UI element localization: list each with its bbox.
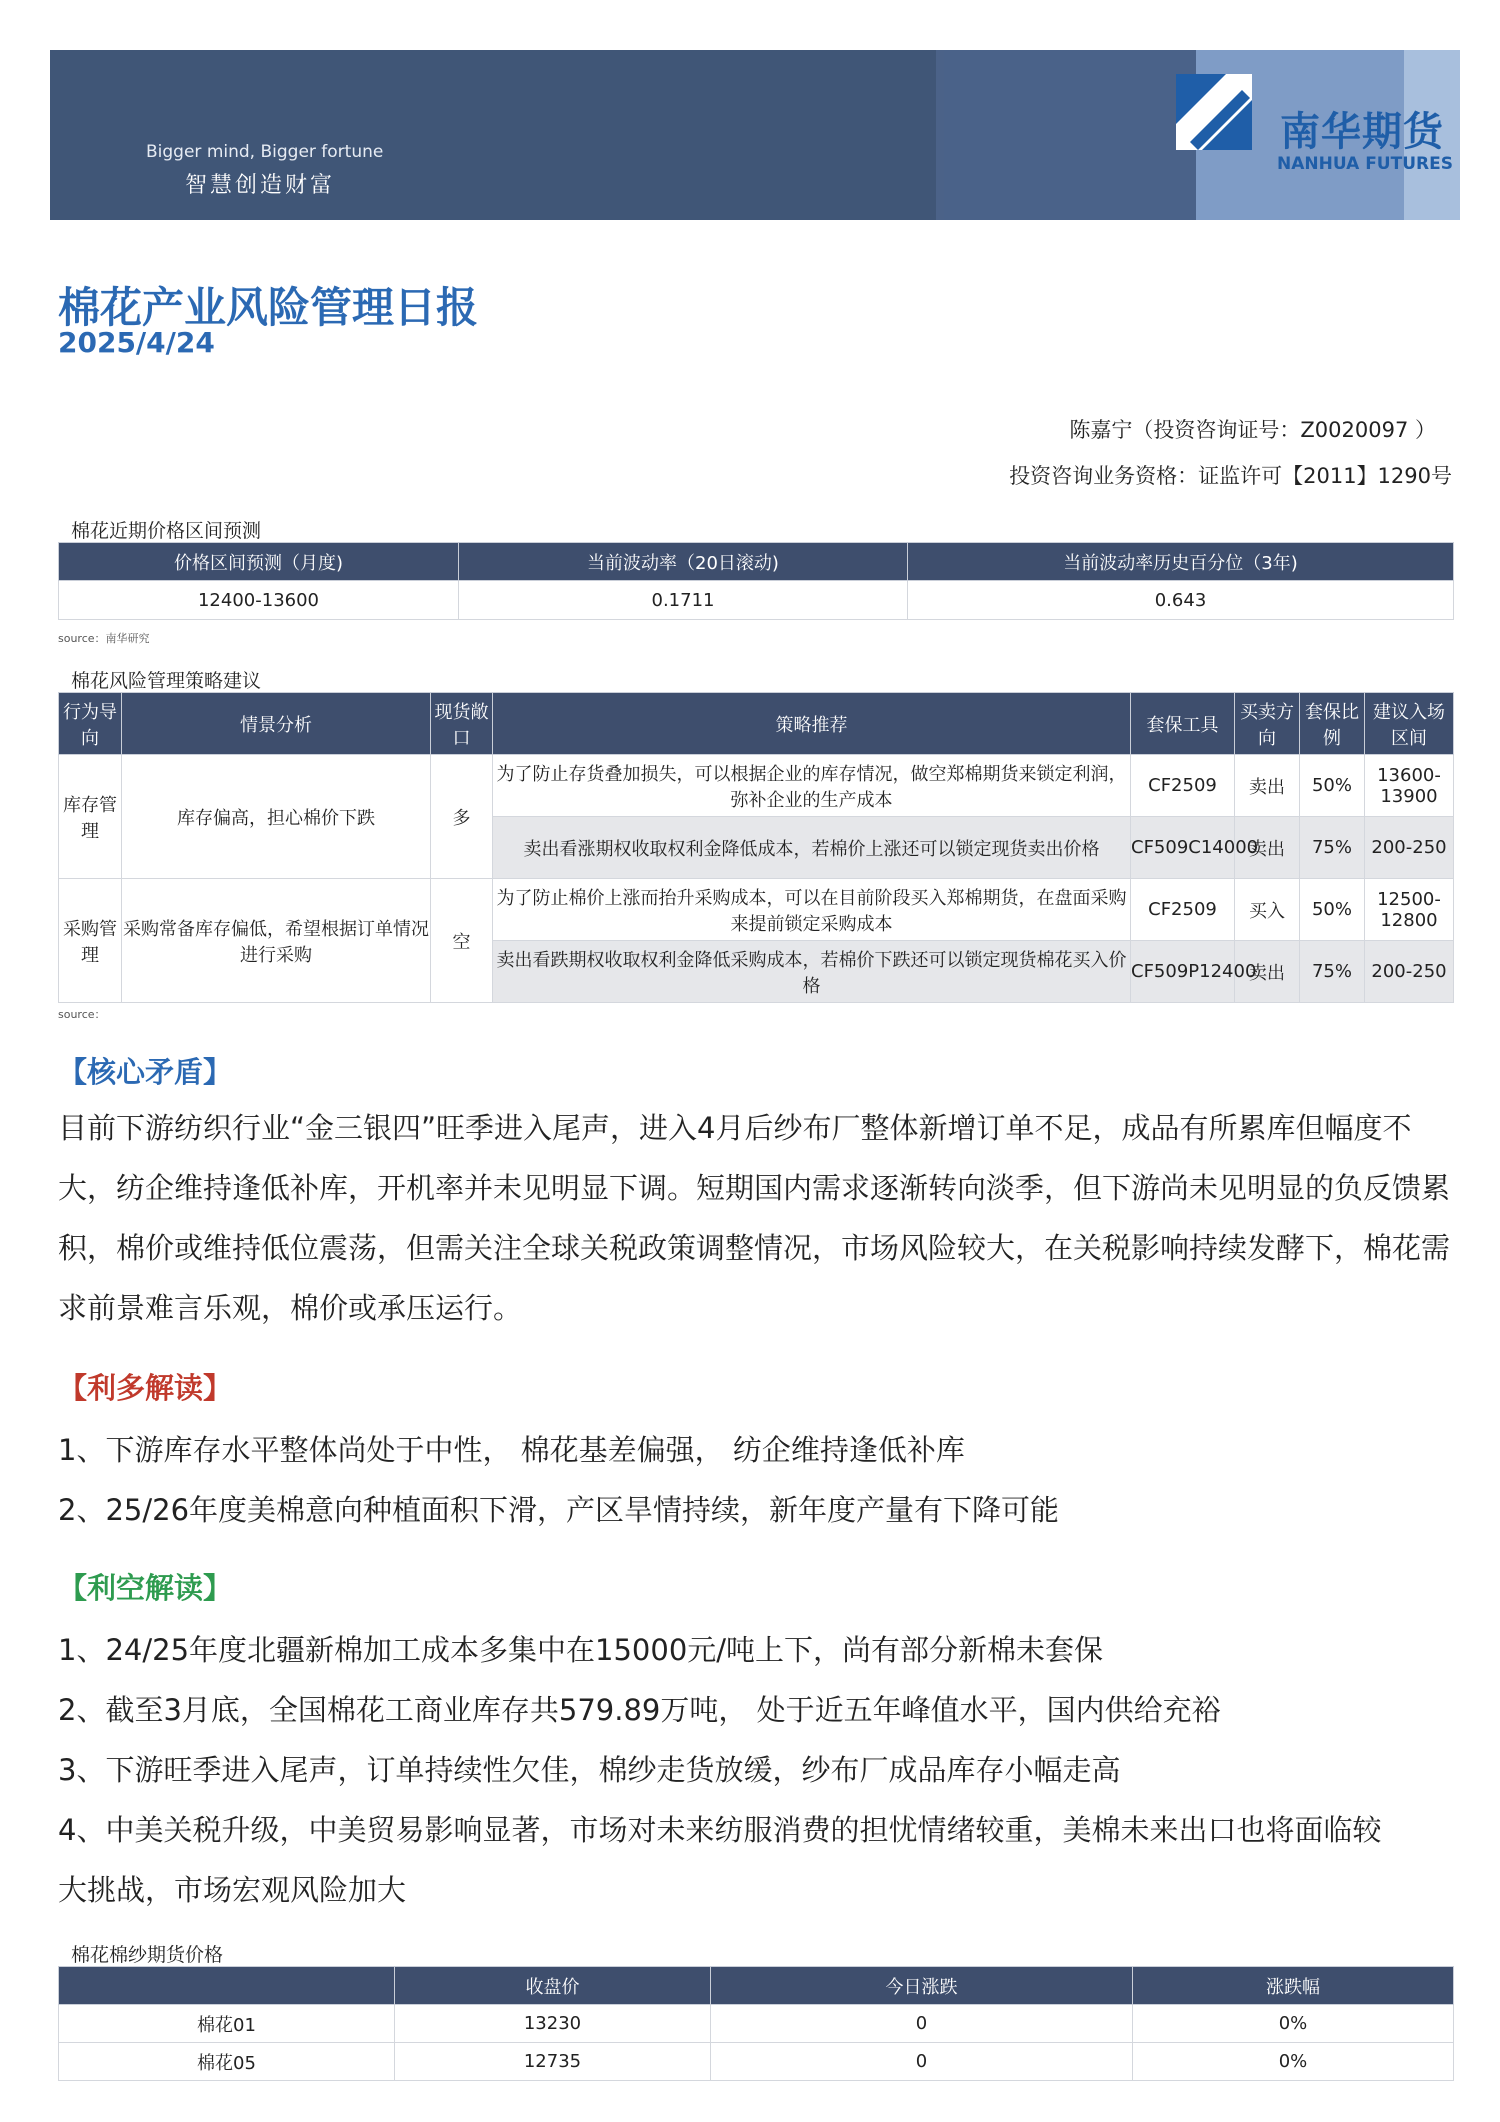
table-header-row [59, 1967, 1454, 2005]
change-percent-cell: 0% [1133, 2005, 1454, 2043]
banner-stripe [936, 50, 944, 220]
ratio-cell: 50% [1300, 879, 1365, 941]
range-cell: 12500-12800 [1365, 879, 1454, 941]
strategy-label: 棉花风险管理策略建议 [71, 670, 262, 692]
range-cell: 200-250 [1365, 941, 1454, 1003]
contract-cell: 棉花01 [59, 2005, 395, 2043]
column-header: 情景分析 [122, 693, 431, 755]
futures-prices-label: 棉花棉纱期货价格 [71, 1944, 224, 1966]
direction-cell: 卖出 [1235, 817, 1300, 879]
column-header: 建议入场区间 [1365, 693, 1454, 755]
bearish-item: 1、24/25年度北疆新棉加工成本多集中在15000元/吨上下，尚有部分新棉未套保 [58, 1633, 1104, 1667]
ratio-cell: 75% [1300, 817, 1365, 879]
table-row [59, 581, 1454, 620]
column-header: 套保比例 [1300, 693, 1365, 755]
behavior-cell: 库存管理 [59, 755, 122, 879]
bullish-item: 2、25/26年度美棉意向种植面积下滑，产区旱情持续，新年度产量有下降可能 [58, 1493, 1060, 1527]
column-header: 今日涨跌 [711, 1967, 1133, 2005]
core-heading: 【核心矛盾】 [58, 1055, 233, 1089]
bullish-item: 1、下游库存水平整体尚处于中性， 棉花基差偏强， 纺企维持逢低补库 [58, 1433, 965, 1467]
column-header: 涨跌幅 [1133, 1967, 1454, 2005]
price-range-cell: 12400-13600 [59, 581, 459, 620]
scenario-cell: 采购常备库存偏低，希望根据订单情况进行采购 [122, 879, 431, 1003]
column-header: 当前波动率历史百分位（3年) [908, 543, 1454, 581]
direction-cell: 卖出 [1235, 755, 1300, 817]
table-row [59, 2043, 1454, 2081]
price-forecast-table [58, 542, 1454, 620]
tool-cell: CF509C14000 [1131, 817, 1235, 879]
behavior-cell: 采购管理 [59, 879, 122, 1003]
source-note: source： [58, 1008, 106, 1021]
bearish-item: 2、截至3月底，全国棉花工商业库存共579.89万吨， 处于近五年峰值水平，国内供给充裕 [58, 1693, 1221, 1727]
author-line: 陈嘉宁（投资咨询证号：Z0020097 ） [1069, 418, 1436, 442]
source-note: source：南华研究 [58, 632, 150, 645]
strategy-cell: 为了防止存货叠加损失，可以根据企业的库存情况，做空郑棉期货来锁定利润，弥补企业的生产成本 [493, 755, 1131, 817]
ratio-cell: 50% [1300, 755, 1365, 817]
bearish-heading: 【利空解读】 [58, 1571, 233, 1605]
exposure-cell: 空 [431, 879, 493, 1003]
contract-cell: 棉花05 [59, 2043, 395, 2081]
license-line: 投资咨询业务资格：证监许可【2011】1290号 [1009, 464, 1452, 488]
report-title: 棉花产业风险管理日报 [58, 283, 479, 332]
strategy-cell: 卖出看跌期权收取权利金降低采购成本，若棉价下跌还可以锁定现货棉花买入价格 [493, 941, 1131, 1003]
table-row [59, 755, 1454, 817]
column-header: 行为导向 [59, 693, 122, 755]
logo-text-english: NANHUA FUTURES [1277, 154, 1453, 174]
price-forecast-label: 棉花近期价格区间预测 [71, 520, 262, 542]
direction-cell: 买入 [1235, 879, 1300, 941]
change-percent-cell: 0% [1133, 2043, 1454, 2081]
range-cell: 200-250 [1365, 817, 1454, 879]
bullish-heading: 【利多解读】 [58, 1371, 233, 1405]
bearish-item: 3、下游旺季进入尾声，订单持续性欠佳，棉纱走货放缓，纱布厂成品库存小幅走高 [58, 1753, 1121, 1787]
report-date: 2025/4/24 [58, 326, 215, 359]
column-header: 价格区间预测（月度) [59, 543, 459, 581]
tool-cell: CF2509 [1131, 755, 1235, 817]
table-row [59, 2005, 1454, 2043]
exposure-cell: 多 [431, 755, 493, 879]
scenario-cell: 库存偏高，担心棉价下跌 [122, 755, 431, 879]
column-header: 现货敞口 [431, 693, 493, 755]
column-header: 买卖方向 [1235, 693, 1300, 755]
tool-cell: CF2509 [1131, 879, 1235, 941]
slogan-chinese: 智慧创造财富 [185, 173, 336, 198]
slogan-english: Bigger mind, Bigger fortune [146, 142, 384, 162]
range-cell: 13600-13900 [1365, 755, 1454, 817]
bearish-item: 大挑战，市场宏观风险加大 [58, 1873, 407, 1907]
table-row [59, 879, 1454, 941]
bearish-item: 4、中美关税升级，中美贸易影响显著，市场对未来纺服消费的担忧情绪较重，美棉未来出口也将面临较 [58, 1813, 1382, 1847]
change-cell: 0 [711, 2005, 1133, 2043]
volatility-cell: 0.1711 [459, 581, 908, 620]
column-header: 收盘价 [395, 1967, 711, 2005]
ratio-cell: 75% [1300, 941, 1365, 1003]
volatility-percentile-cell: 0.643 [908, 581, 1454, 620]
table-header-row [59, 693, 1454, 755]
strategy-table [58, 692, 1454, 1003]
strategy-cell: 卖出看涨期权收取权利金降低成本，若棉价上涨还可以锁定现货卖出价格 [493, 817, 1131, 879]
change-cell: 0 [711, 2043, 1133, 2081]
strategy-cell: 为了防止棉价上涨而抬升采购成本，可以在目前阶段买入郑棉期货，在盘面采购来提前锁定采购成本 [493, 879, 1131, 941]
column-header: 策略推荐 [493, 693, 1131, 755]
tool-cell: CF509P12400 [1131, 941, 1235, 1003]
column-header: 套保工具 [1131, 693, 1235, 755]
column-header [59, 1967, 395, 2005]
direction-cell: 卖出 [1235, 941, 1300, 1003]
close-price-cell: 13230 [395, 2005, 711, 2043]
column-header: 当前波动率（20日滚动) [459, 543, 908, 581]
core-paragraph: 目前下游纺织行业“金三银四”旺季进入尾声，进入4月后纱布厂整体新增订单不足，成品有所累库但幅度不大，纺企维持逢低补库，开机率并未见明显下调。短期国内需求逐渐转向淡季，但下游尚未见明显的负反馈累积，棉价或维持低位震荡，但需关注全球关税政策调整情况，市场风险较大，在关税影响持续发酵下，棉花需求前景难言乐观，棉价或承压运行。 [58, 1111, 1451, 1325]
table-header-row [59, 543, 1454, 581]
logo-text-chinese: 南华期货 [1280, 109, 1444, 155]
futures-prices-table [58, 1966, 1454, 2081]
close-price-cell: 12735 [395, 2043, 711, 2081]
